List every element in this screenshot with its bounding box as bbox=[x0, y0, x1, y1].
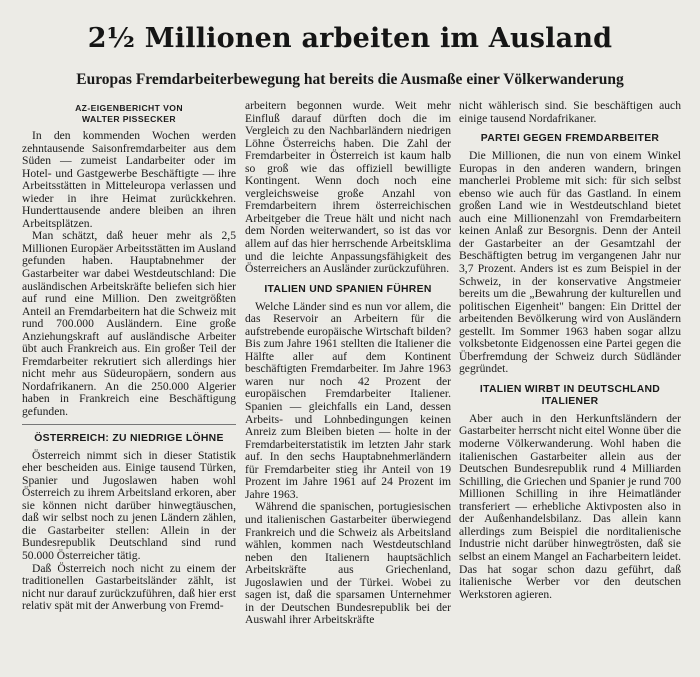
headline: 2½ Millionen arbeiten im Ausland bbox=[87, 23, 613, 54]
section-heading: PARTEI GEGEN FREMDARBEITER bbox=[480, 133, 660, 145]
paragraph: In den kommenden Wochen werden zehntausende Saisonfremdarbeiter aus dem Süden — zumeist Landarbeiter oder im Hotel- und Gastgewerbe Beschäftigte — ihre Arbeitsstätten in Mitteleuropa verlassen und wieder in ihre Heimat zurückkehren. Hunderttausende andere bleiben an ihren Arbeitsplätzen. bbox=[22, 129, 236, 230]
paragraph: arbeitern begonnen wurde. Weit mehr Einfluß darauf dürften doch die im Vergleich zu den Nachbarländern niedrigen Löhne Österreichs haben. Die Zahl der Fremdarbeiter in Österreich ist kaum halb so groß wie das offiziell bewilligte Kontingent. Wenn doch noch eine vergleichsweise große Anzahl von Fremdarbeitern ihrem österreichischen Arbeitgeber die Treue hält und nicht nach dem Norden weiterwandert, so ist das vor allem auf das hier herrschende Arbeitsklima und die leichte Anpassungsfähigkeit des Österreichers an Ausländer zurückzuführen. bbox=[245, 99, 451, 276]
paragraph: nicht wählerisch sind. Sie beschäftigen auch einige tausend Nordafrikaner. bbox=[459, 99, 681, 125]
column-2 bbox=[245, 100, 451, 627]
byline bbox=[22, 103, 236, 125]
column-3 bbox=[459, 100, 681, 601]
paragraph: Welche Länder sind es nun vor allem, die das Reservoir an Arbeitern für die aufstrebende europäische Wirtschaft bilden? Bis zum Jahre 1961 stellten die Italiener die Hälfte aller auf dem Kontinent beschäftigten Fremdarbeiter. Im Jahre 1963 waren nur noch 42 Prozent der europäischen Fremdarbeiter Italiener. Spanien — gleichfalls ein Land, dessen Arbeits- und Lohnbedingungen keinen Anreiz zum Bleiben bieten — holte in der Fremdarbeiterstatistik im letzten Jahr stark auf. In den sechs Hauptabnehmerländern für Fremdarbeiter stieg ihr Anteil von 19 Prozent im Jahre 1961 auf 24 Prozent im Jahre 1963. bbox=[245, 299, 451, 501]
section-heading: ITALIEN UND SPANIEN FÜHREN bbox=[264, 283, 432, 295]
paragraph: Man schätzt, daß heuer mehr als 2,5 Millionen Europäer Arbeitsstätten im Ausland gefunden haben. Hauptabnehmer der Gastarbeiter war dabei Westdeutschland: Die ausländischen Arbeitskräfte beliefen sich hier auf rund eine Million. Den zweitgrößten Anteil an Fremdarbeitern hat die Schweiz mit rund 700.000 Ausländern. Eine große Anziehungskraft auf ausländische Arbeiter übt auch Frankreich aus. Ein großer Teil der Fremdarbeiter rekrutiert sich allerdings hier nicht mehr aus Südeuropäern, sondern aus Nordafrikanern. An die 250.000 Algerier haben in Frankreich eine Beschäftigung gefunden. bbox=[22, 229, 236, 419]
section-heading: ÖSTERREICH: ZU NIEDRIGE LÖHNE bbox=[34, 432, 224, 444]
section-heading: ITALIEN WIRBT IN DEUTSCHLAND ITALIENER bbox=[479, 383, 661, 407]
paragraph: Die Millionen, die nun von einem Winkel Europas in den anderen wandern, bringen mancherlei Probleme mit sich: für sich selbst ebenso wie auch für das Gastland. In einem großen Land wie in Westdeutschland bietet auch eine Millionenzahl von Fremdarbeitern keinen Anlaß zur Besorgnis. Denn der Anteil der Gastarbeiter an der Gesamtzahl der Beschäftigten betrug im vergangenen Jahr nur 3,7 Prozent. Anders ist es zum Beispiel in der Schweiz, in der konservative Angstmeier bereits um die „Bewahrung der kulturellen und politischen Eigenheit" bangen: Ein Drittel der arbeitenden Bevölkerung wird von Ausländern gestellt. Im Sommer 1963 haben sogar allzu volksbetonte Eidgenossen eine Partei gegen die Überfremdung der Schweiz durch Südländer gegründet. bbox=[459, 149, 681, 376]
paragraph: Während die spanischen, portugiesischen und italienischen Gastarbeiter überwiegend Frankreich und die Schweiz als Arbeitsland wählen, kommen nach Westdeutschland neben den Italienern hauptsächlich Arbeitskräfte aus Griechenland, Jugoslawien und der Türkei. Wobei zu sagen ist, daß die sparsamen Unternehmer in der Deutschen Bundesrepublik bei der Auswahl ihrer Arbeitskräfte bbox=[245, 500, 451, 627]
byline-line-1: AZ-EIGENBERICHT VON bbox=[75, 103, 183, 113]
section-rule bbox=[22, 424, 236, 425]
column-1 bbox=[22, 100, 236, 613]
paragraph: Aber auch in den Herkunftsländern der Gastarbeiter herrscht nicht eitel Wonne über die moderne Völkerwanderung. Wohl haben die italienischen Gastarbeiter allein aus der Deutschen Bundesrepublik rund 4 Milliarden Schilling, die Griechen und Spanier je rund 700 Millionen Schilling in ihre Heimatländer transferiert — erhebliche Aktivposten also in der Außenhandelsbilanz. Das allein kann allerdings zum Beispiel die norditalienische Industrie nicht darüber hinwegtrösten, daß sie selbst an einem Mangel an Facharbeitern leidet. Das hat sogar schon dazu geführt, daß italienische Werber vor den deutschen Werkstoren agieren. bbox=[459, 411, 681, 601]
byline-author: WALTER PISSECKER bbox=[81, 114, 177, 124]
paragraph: Daß Österreich noch nicht zu einem der traditionellen Gastarbeitsländer zählt, ist nicht nur darauf zurückzuführen, daß hier erst relativ spät mit der Anwerbung von Fremd- bbox=[22, 561, 236, 613]
paragraph: Österreich nimmt sich in dieser Statistik eher bescheiden aus. Einige tausend Türken, Spanier und Jugoslawen haben wohl Österreich zu ihrem Arbeitsland erkoren, aber sie können nicht darüber hinwegtäuschen, daß wir selbst noch zu jenen Ländern zählen, die Gastarbeiter stellen: Allein in der Bundesrepublik Deutschland sind rund 50.000 Österreicher tätig. bbox=[22, 448, 236, 562]
subheadline: Europas Fremdarbeiterbewegung hat bereits die Ausmaße einer Völkerwanderung bbox=[76, 71, 624, 88]
